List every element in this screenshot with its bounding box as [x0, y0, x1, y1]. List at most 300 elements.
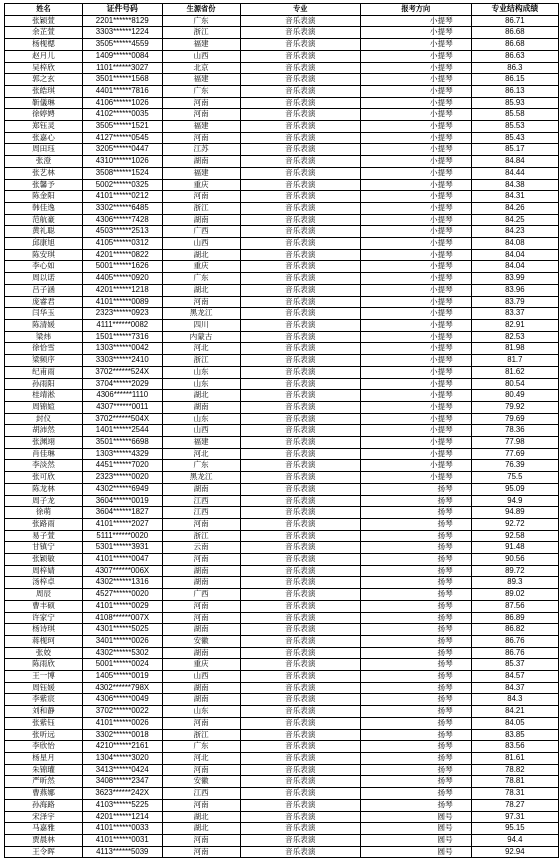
cell-name: 严昕然 — [5, 776, 83, 788]
cell-id-number: 1101******3027 — [82, 62, 162, 74]
cell-major: 音乐表演 — [240, 542, 360, 554]
cell-major: 音乐表演 — [240, 121, 360, 133]
table-row — [5, 811, 559, 823]
cell-province: 湖南 — [162, 214, 240, 226]
table-row — [5, 191, 559, 203]
table-row — [5, 249, 559, 261]
cell-id-number: 4201******0822 — [82, 249, 162, 261]
cell-name: 庞睿君 — [5, 296, 83, 308]
cell-major: 音乐表演 — [240, 753, 360, 765]
cell-id-number: 4106******1026 — [82, 97, 162, 109]
table-row — [5, 74, 559, 86]
cell-province: 湖南 — [162, 483, 240, 495]
cell-score: 85.53 — [471, 121, 558, 133]
cell-id-number: 4102******0035 — [82, 109, 162, 121]
cell-province: 广东 — [162, 15, 240, 27]
cell-direction: 扬琴 — [360, 624, 471, 636]
cell-name: 刘和静 — [5, 706, 83, 718]
cell-name: 梁炜 — [5, 331, 83, 343]
cell-major: 音乐表演 — [240, 811, 360, 823]
cell-direction: 小提琴 — [360, 74, 471, 86]
cell-id-number: 4111******0082 — [82, 319, 162, 331]
cell-direction: 小提琴 — [360, 85, 471, 97]
cell-score: 81.62 — [471, 366, 558, 378]
cell-province: 河南 — [162, 109, 240, 121]
cell-province: 广东 — [162, 85, 240, 97]
cell-score: 89.72 — [471, 565, 558, 577]
cell-score: 85.58 — [471, 109, 558, 121]
cell-direction: 扬琴 — [360, 753, 471, 765]
cell-province: 江西 — [162, 495, 240, 507]
cell-direction: 扬琴 — [360, 542, 471, 554]
cell-id-number: 4201******1218 — [82, 284, 162, 296]
cell-id-number: 3303******1224 — [82, 27, 162, 39]
cell-name: 周辰 — [5, 589, 83, 601]
table-row — [5, 319, 559, 331]
cell-province: 河南 — [162, 97, 240, 109]
cell-province: 河北 — [162, 448, 240, 460]
cell-major: 音乐表演 — [240, 495, 360, 507]
cell-province: 河北 — [162, 753, 240, 765]
cell-direction: 扬琴 — [360, 530, 471, 542]
table-row — [5, 238, 559, 250]
table-row — [5, 448, 559, 460]
cell-name: 靳儀琳 — [5, 97, 83, 109]
cell-direction: 圆号 — [360, 846, 471, 858]
table-row — [5, 460, 559, 472]
cell-score: 81.98 — [471, 343, 558, 355]
cell-name: 许家宁 — [5, 612, 83, 624]
table-row — [5, 202, 559, 214]
cell-direction: 扬琴 — [360, 554, 471, 566]
table-row — [5, 799, 559, 811]
cell-province: 河南 — [162, 717, 240, 729]
cell-id-number: 3501******6698 — [82, 437, 162, 449]
cell-score: 89.3 — [471, 577, 558, 589]
cell-score: 89.02 — [471, 589, 558, 601]
cell-score: 82.91 — [471, 319, 558, 331]
cell-direction: 小提琴 — [360, 39, 471, 51]
cell-major: 音乐表演 — [240, 706, 360, 718]
cell-id-number: 4451******7020 — [82, 460, 162, 472]
table-row — [5, 296, 559, 308]
cell-score: 77.69 — [471, 448, 558, 460]
cell-major: 音乐表演 — [240, 437, 360, 449]
cell-direction: 扬琴 — [360, 635, 471, 647]
cell-id-number: 3702******0022 — [82, 706, 162, 718]
cell-major: 音乐表演 — [240, 624, 360, 636]
cell-province: 黑龙江 — [162, 308, 240, 320]
table-row — [5, 741, 559, 753]
cell-province: 广西 — [162, 589, 240, 601]
cell-score: 95.09 — [471, 483, 558, 495]
cell-direction: 小提琴 — [360, 62, 471, 74]
cell-direction: 圆号 — [360, 834, 471, 846]
table-row — [5, 647, 559, 659]
table-row — [5, 62, 559, 74]
cell-id-number: 4306******0049 — [82, 694, 162, 706]
cell-direction: 扬琴 — [360, 659, 471, 671]
table-row — [5, 495, 559, 507]
cell-direction: 小提琴 — [360, 448, 471, 460]
cell-direction: 小提琴 — [360, 15, 471, 27]
cell-major: 音乐表演 — [240, 799, 360, 811]
header-major: 专业 — [240, 4, 360, 16]
cell-major: 音乐表演 — [240, 109, 360, 121]
header-direction: 报考方向 — [360, 4, 471, 16]
cell-major: 音乐表演 — [240, 518, 360, 530]
cell-province: 福建 — [162, 121, 240, 133]
cell-score: 86.68 — [471, 27, 558, 39]
cell-name: 陈金阳 — [5, 191, 83, 203]
cell-province: 浙江 — [162, 729, 240, 741]
cell-major: 音乐表演 — [240, 507, 360, 519]
cell-score: 94.89 — [471, 507, 558, 519]
cell-score: 85.37 — [471, 659, 558, 671]
cell-score: 86.89 — [471, 612, 558, 624]
cell-name: 黄礼聪 — [5, 226, 83, 238]
cell-score: 80.54 — [471, 378, 558, 390]
table-row — [5, 355, 559, 367]
header-id: 证件号码 — [82, 4, 162, 16]
cell-score: 79.92 — [471, 401, 558, 413]
cell-major: 音乐表演 — [240, 144, 360, 156]
cell-major: 音乐表演 — [240, 612, 360, 624]
cell-score: 76.39 — [471, 460, 558, 472]
cell-direction: 扬琴 — [360, 776, 471, 788]
cell-province: 云南 — [162, 542, 240, 554]
cell-id-number: 3302******0018 — [82, 729, 162, 741]
cell-score: 78.82 — [471, 764, 558, 776]
cell-province: 黑龙江 — [162, 472, 240, 484]
table-row — [5, 378, 559, 390]
cell-name: 易子萱 — [5, 530, 83, 542]
cell-province: 河南 — [162, 799, 240, 811]
table-row — [5, 823, 559, 835]
cell-name: 汤梓卓 — [5, 577, 83, 589]
table-row — [5, 214, 559, 226]
cell-name: 纪甫雨 — [5, 366, 83, 378]
table-row — [5, 343, 559, 355]
cell-major: 音乐表演 — [240, 308, 360, 320]
cell-name: 陈龙林 — [5, 483, 83, 495]
cell-major: 音乐表演 — [240, 460, 360, 472]
table-row — [5, 565, 559, 577]
cell-province: 广东 — [162, 460, 240, 472]
cell-direction: 扬琴 — [360, 589, 471, 601]
cell-major: 音乐表演 — [240, 846, 360, 858]
cell-major: 音乐表演 — [240, 834, 360, 846]
cell-name: 封仪 — [5, 413, 83, 425]
cell-province: 福建 — [162, 167, 240, 179]
cell-name: 周梓婧 — [5, 565, 83, 577]
cell-score: 86.71 — [471, 15, 558, 27]
cell-name: 桂靖淞 — [5, 390, 83, 402]
cell-id-number: 3702******524X — [82, 366, 162, 378]
table-row — [5, 121, 559, 133]
cell-major: 音乐表演 — [240, 343, 360, 355]
table-row — [5, 261, 559, 273]
cell-province: 湖南 — [162, 565, 240, 577]
cell-direction: 扬琴 — [360, 694, 471, 706]
cell-id-number: 4302******798X — [82, 682, 162, 694]
cell-province: 江西 — [162, 788, 240, 800]
table-body — [5, 15, 559, 858]
cell-score: 85.17 — [471, 144, 558, 156]
cell-province: 广东 — [162, 273, 240, 285]
table-row — [5, 753, 559, 765]
cell-name: 张颖敏 — [5, 554, 83, 566]
cell-major: 音乐表演 — [240, 823, 360, 835]
cell-id-number: 3604******0019 — [82, 495, 162, 507]
table-row — [5, 530, 559, 542]
cell-province: 江苏 — [162, 144, 240, 156]
table-row — [5, 764, 559, 776]
cell-major: 音乐表演 — [240, 39, 360, 51]
cell-major: 音乐表演 — [240, 191, 360, 203]
cell-major: 音乐表演 — [240, 717, 360, 729]
cell-province: 安徽 — [162, 635, 240, 647]
cell-province: 山西 — [162, 238, 240, 250]
cell-name: 李欣怡 — [5, 741, 83, 753]
cell-major: 音乐表演 — [240, 62, 360, 74]
cell-id-number: 3623******242X — [82, 788, 162, 800]
cell-major: 音乐表演 — [240, 682, 360, 694]
cell-province: 重庆 — [162, 261, 240, 273]
cell-name: 周田珏 — [5, 144, 83, 156]
cell-id-number: 4113******5039 — [82, 846, 162, 858]
cell-province: 湖北 — [162, 390, 240, 402]
cell-id-number: 5301******3931 — [82, 542, 162, 554]
cell-name: 曹燕娜 — [5, 788, 83, 800]
cell-province: 重庆 — [162, 659, 240, 671]
cell-score: 83.37 — [471, 308, 558, 320]
cell-name: 张嘉心 — [5, 132, 83, 144]
cell-province: 福建 — [162, 74, 240, 86]
cell-major: 音乐表演 — [240, 226, 360, 238]
cell-province: 湖北 — [162, 823, 240, 835]
cell-id-number: 4101******0033 — [82, 823, 162, 835]
table-row — [5, 27, 559, 39]
cell-major: 音乐表演 — [240, 530, 360, 542]
cell-score: 92.72 — [471, 518, 558, 530]
table-row — [5, 577, 559, 589]
cell-major: 音乐表演 — [240, 296, 360, 308]
cell-name: 李心如 — [5, 261, 83, 273]
cell-id-number: 4302******1316 — [82, 577, 162, 589]
cell-direction: 扬琴 — [360, 507, 471, 519]
cell-direction: 扬琴 — [360, 518, 471, 530]
cell-score: 92.94 — [471, 846, 558, 858]
cell-score: 94.9 — [471, 495, 558, 507]
cell-id-number: 4307******0011 — [82, 401, 162, 413]
cell-province: 河南 — [162, 846, 240, 858]
cell-score: 84.57 — [471, 671, 558, 683]
cell-direction: 扬琴 — [360, 682, 471, 694]
cell-id-number: 3303******2410 — [82, 355, 162, 367]
cell-direction: 小提琴 — [360, 472, 471, 484]
cell-direction: 小提琴 — [360, 27, 471, 39]
cell-major: 音乐表演 — [240, 50, 360, 62]
cell-id-number: 4101******0026 — [82, 717, 162, 729]
cell-province: 重庆 — [162, 179, 240, 191]
cell-score: 81.61 — [471, 753, 558, 765]
cell-score: 75.5 — [471, 472, 558, 484]
cell-direction: 扬琴 — [360, 647, 471, 659]
cell-name: 张艺林 — [5, 167, 83, 179]
cell-major: 音乐表演 — [240, 97, 360, 109]
cell-name: 朱锦瓘 — [5, 764, 83, 776]
cell-major: 音乐表演 — [240, 249, 360, 261]
cell-score: 87.56 — [471, 600, 558, 612]
cell-province: 广东 — [162, 741, 240, 753]
cell-score: 85.93 — [471, 97, 558, 109]
cell-province: 河南 — [162, 834, 240, 846]
cell-name: 李紫宸 — [5, 694, 83, 706]
cell-name: 梁频序 — [5, 355, 83, 367]
cell-id-number: 3501******1568 — [82, 74, 162, 86]
cell-id-number: 1405******0019 — [82, 671, 162, 683]
cell-name: 范航豪 — [5, 214, 83, 226]
cell-direction: 小提琴 — [360, 331, 471, 343]
cell-name: 张听远 — [5, 729, 83, 741]
cell-score: 84.21 — [471, 706, 558, 718]
header-province: 生源省份 — [162, 4, 240, 16]
cell-major: 音乐表演 — [240, 284, 360, 296]
cell-name: 赵月儿 — [5, 50, 83, 62]
cell-id-number: 4307******006X — [82, 565, 162, 577]
cell-score: 95.15 — [471, 823, 558, 835]
cell-id-number: 5001******1626 — [82, 261, 162, 273]
cell-score: 86.76 — [471, 635, 558, 647]
table-row — [5, 331, 559, 343]
cell-name: 邱康旭 — [5, 238, 83, 250]
cell-id-number: 3702******504X — [82, 413, 162, 425]
cell-score: 84.38 — [471, 179, 558, 191]
cell-name: 肖佳琳 — [5, 448, 83, 460]
table-row — [5, 226, 559, 238]
cell-direction: 扬琴 — [360, 612, 471, 624]
table-row — [5, 437, 559, 449]
table-row — [5, 788, 559, 800]
cell-name: 孙雨阳 — [5, 378, 83, 390]
cell-province: 山东 — [162, 706, 240, 718]
cell-major: 音乐表演 — [240, 788, 360, 800]
cell-province: 河南 — [162, 600, 240, 612]
cell-id-number: 3205******0447 — [82, 144, 162, 156]
cell-major: 音乐表演 — [240, 577, 360, 589]
cell-score: 85.43 — [471, 132, 558, 144]
cell-name: 胡沛然 — [5, 425, 83, 437]
cell-direction: 小提琴 — [360, 191, 471, 203]
table-row — [5, 401, 559, 413]
cell-direction: 小提琴 — [360, 319, 471, 331]
cell-name: 周锦媗 — [5, 401, 83, 413]
cell-major: 音乐表演 — [240, 776, 360, 788]
cell-score: 78.81 — [471, 776, 558, 788]
cell-id-number: 4101******0029 — [82, 600, 162, 612]
table-row — [5, 624, 559, 636]
cell-score: 90.56 — [471, 554, 558, 566]
header-name: 姓名 — [5, 4, 83, 16]
cell-major: 音乐表演 — [240, 366, 360, 378]
cell-score: 86.82 — [471, 624, 558, 636]
cell-direction: 小提琴 — [360, 284, 471, 296]
table-row — [5, 776, 559, 788]
cell-direction: 扬琴 — [360, 495, 471, 507]
cell-direction: 小提琴 — [360, 273, 471, 285]
table-row — [5, 542, 559, 554]
cell-score: 81.7 — [471, 355, 558, 367]
cell-id-number: 5002******0325 — [82, 179, 162, 191]
cell-province: 山东 — [162, 413, 240, 425]
table-row — [5, 635, 559, 647]
cell-province: 浙江 — [162, 27, 240, 39]
table-row — [5, 308, 559, 320]
cell-major: 音乐表演 — [240, 448, 360, 460]
cell-direction: 圆号 — [360, 811, 471, 823]
cell-major: 音乐表演 — [240, 167, 360, 179]
cell-major: 音乐表演 — [240, 27, 360, 39]
cell-id-number: 3508******1524 — [82, 167, 162, 179]
cell-direction: 扬琴 — [360, 565, 471, 577]
cell-province: 内蒙古 — [162, 331, 240, 343]
cell-name: 杨枧楒 — [5, 39, 83, 51]
table-row — [5, 15, 559, 27]
cell-name: 周钰媛 — [5, 682, 83, 694]
table-row — [5, 97, 559, 109]
cell-name: 张颖萱 — [5, 15, 83, 27]
cell-major: 音乐表演 — [240, 659, 360, 671]
cell-id-number: 4306******1110 — [82, 390, 162, 402]
cell-province: 山东 — [162, 378, 240, 390]
table-row — [5, 156, 559, 168]
table-row — [5, 144, 559, 156]
cell-direction: 小提琴 — [360, 179, 471, 191]
cell-major: 音乐表演 — [240, 132, 360, 144]
cell-major: 音乐表演 — [240, 355, 360, 367]
cell-direction: 扬琴 — [360, 799, 471, 811]
cell-major: 音乐表演 — [240, 425, 360, 437]
cell-direction: 小提琴 — [360, 214, 471, 226]
cell-id-number: 1303******4329 — [82, 448, 162, 460]
cell-major: 音乐表演 — [240, 741, 360, 753]
cell-score: 84.04 — [471, 249, 558, 261]
cell-direction: 小提琴 — [360, 413, 471, 425]
cell-direction: 小提琴 — [360, 366, 471, 378]
cell-score: 84.84 — [471, 156, 558, 168]
cell-name: 吕子涵 — [5, 284, 83, 296]
cell-direction: 小提琴 — [360, 109, 471, 121]
cell-province: 山西 — [162, 671, 240, 683]
cell-province: 福建 — [162, 39, 240, 51]
cell-major: 音乐表演 — [240, 156, 360, 168]
cell-direction: 扬琴 — [360, 788, 471, 800]
cell-direction: 扬琴 — [360, 706, 471, 718]
cell-score: 84.44 — [471, 167, 558, 179]
cell-major: 音乐表演 — [240, 694, 360, 706]
cell-direction: 圆号 — [360, 823, 471, 835]
table-row — [5, 554, 559, 566]
score-list-page — [4, 3, 559, 858]
table-row — [5, 694, 559, 706]
table-row — [5, 425, 559, 437]
cell-score: 84.3 — [471, 694, 558, 706]
cell-score: 86.63 — [471, 50, 558, 62]
score-table — [4, 3, 559, 858]
cell-province: 河南 — [162, 612, 240, 624]
table-row — [5, 413, 559, 425]
